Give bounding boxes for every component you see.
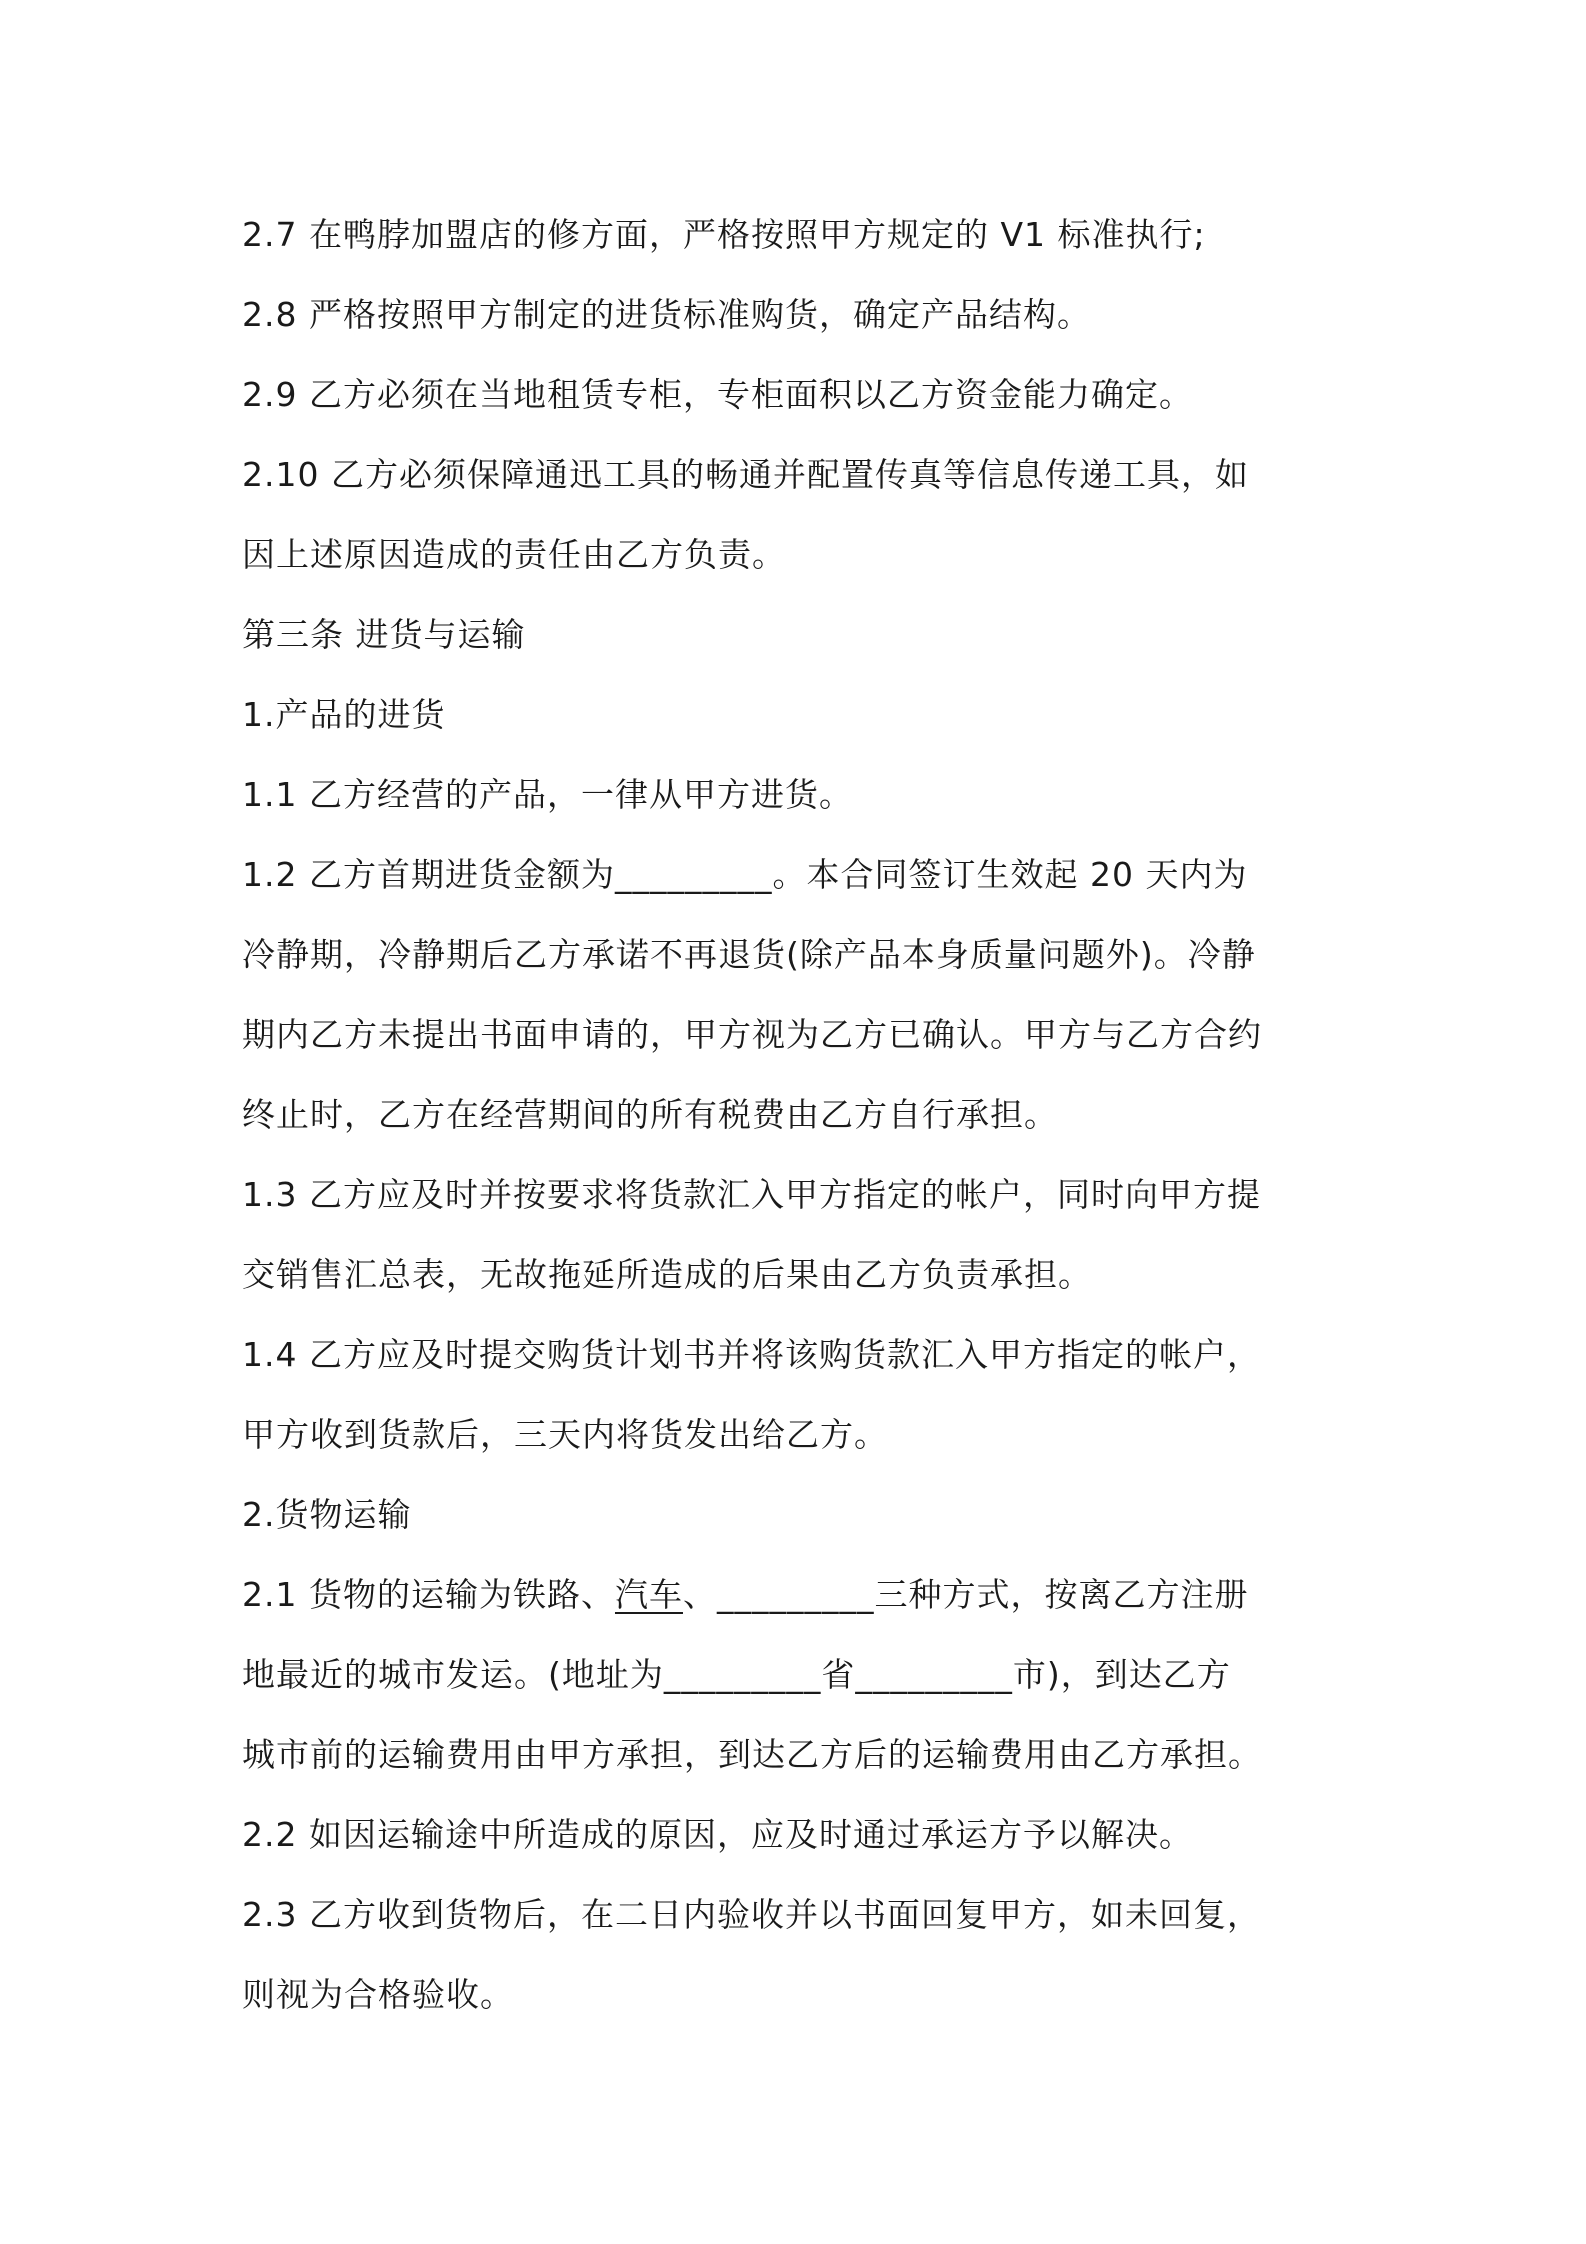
document-body — [242, 195, 1362, 2035]
clause-2-1-line-1 — [242, 1555, 1362, 1635]
clause-2-10-line-1: 2.10 乙方必须保障通迅工具的畅通并配置传真等信息传递工具，如 — [242, 455, 1249, 494]
clause-1-3-line-2: 交销售汇总表，无故拖延所造成的后果由乙方负责承担。 — [242, 1255, 1092, 1294]
clause-1-3-line-1: 1.3 乙方应及时并按要求将货款汇入甲方指定的帐户，同时向甲方提 — [242, 1175, 1261, 1214]
section-2-heading: 2.货物运输 — [242, 1495, 412, 1534]
clause-2-7: 2.7 在鸭脖加盟店的修方面，严格按照甲方规定的 V1 标准执行; — [242, 215, 1206, 254]
article-3-heading: 第三条 进货与运输 — [242, 615, 526, 654]
clause-2-1-suffix: 、_________三种方式，按离乙方注册 — [682, 1575, 1249, 1614]
clause-2-10-line-2: 因上述原因造成的责任由乙方负责。 — [242, 535, 786, 574]
section-1-heading: 1.产品的进货 — [242, 695, 446, 734]
clause-2-1-line-3: 城市前的运输费用由甲方承担，到达乙方后的运输费用由乙方承担。 — [242, 1735, 1262, 1774]
clause-2-1-prefix: 2.1 货物的运输为铁路、 — [242, 1575, 615, 1614]
clause-1-1: 1.1 乙方经营的产品，一律从甲方进货。 — [242, 775, 853, 814]
clause-2-3-line-2: 则视为合格验收。 — [242, 1975, 514, 2014]
clause-1-2-line-2: 冷静期，冷静期后乙方承诺不再退货(除产品本身质量问题外)。冷静 — [242, 935, 1256, 974]
clause-1-4-line-1: 1.4 乙方应及时提交购货计划书并将该购货款汇入甲方指定的帐户， — [242, 1335, 1261, 1374]
clause-1-2-line-3: 期内乙方未提出书面申请的，甲方视为乙方已确认。甲方与乙方合约 — [242, 1015, 1262, 1054]
clause-2-1-line-2: 地最近的城市发运。(地址为_________省_________市)，到达乙方 — [242, 1655, 1231, 1694]
clause-1-2-line-1: 1.2 乙方首期进货金额为_________。本合同签订生效起 20 天内为 — [242, 855, 1248, 894]
clause-2-2: 2.2 如因运输途中所造成的原因，应及时通过承运方予以解决。 — [242, 1815, 1193, 1854]
clause-1-2-line-4: 终止时，乙方在经营期间的所有税费由乙方自行承担。 — [242, 1095, 1058, 1134]
underlined-term: 汽车 — [614, 1575, 683, 1614]
clause-2-8: 2.8 严格按照甲方制定的进货标准购货，确定产品结构。 — [242, 295, 1091, 334]
clause-1-4-line-2: 甲方收到货款后，三天内将货发出给乙方。 — [242, 1415, 888, 1454]
clause-2-3-line-1: 2.3 乙方收到货物后，在二日内验收并以书面回复甲方，如未回复， — [242, 1895, 1261, 1934]
clause-2-9: 2.9 乙方必须在当地租赁专柜，专柜面积以乙方资金能力确定。 — [242, 375, 1193, 414]
